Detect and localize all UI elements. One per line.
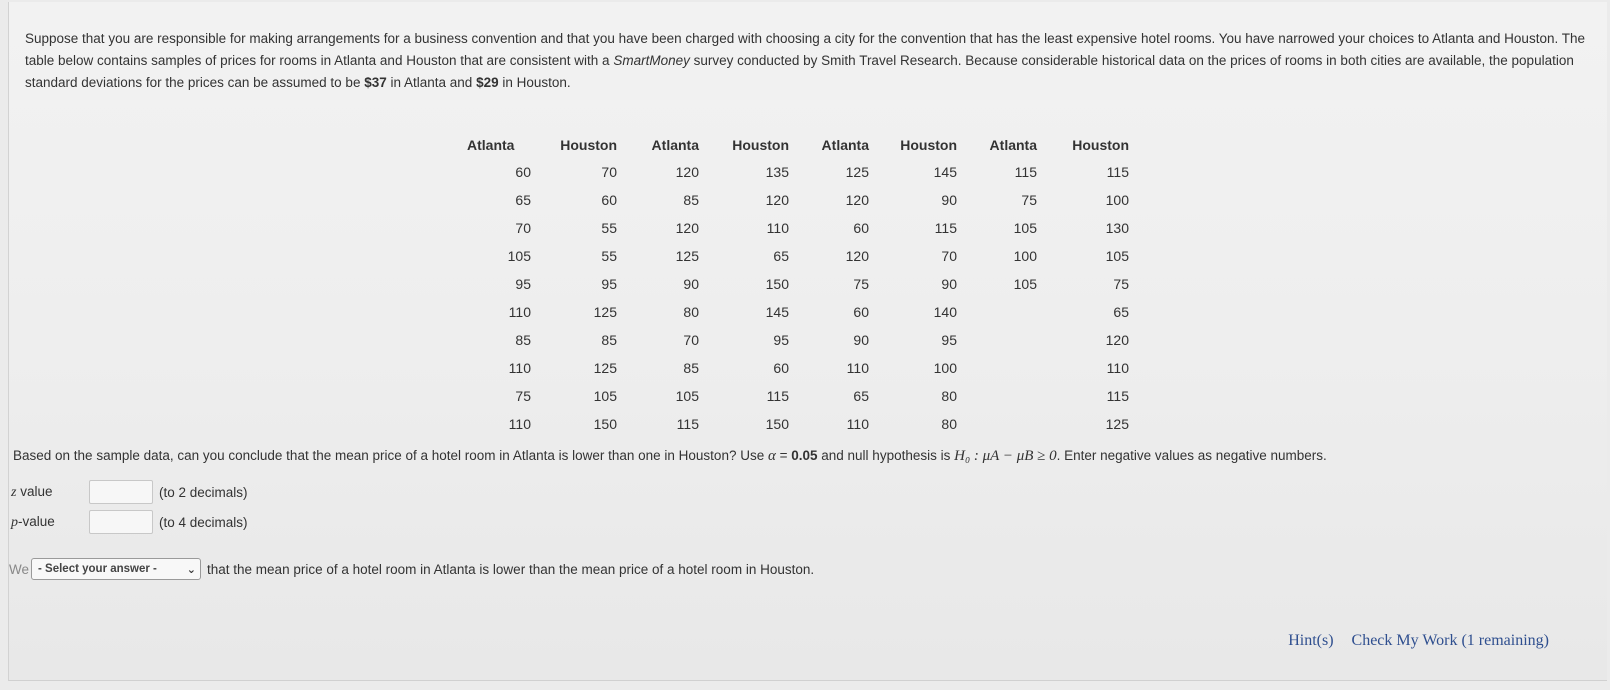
question-text-2: and null hypothesis is xyxy=(817,448,955,463)
table-cell xyxy=(957,326,1037,354)
table-cell: 80 xyxy=(683,304,699,320)
table-cell: 90 xyxy=(941,192,957,208)
table-cell: 100 xyxy=(933,360,957,376)
table-cell: 110 xyxy=(846,360,869,376)
table-cell: 140 xyxy=(933,304,957,320)
table-cell: 70 xyxy=(515,220,531,236)
table-cell: 100 xyxy=(1105,192,1129,208)
conclusion-select-value: - Select your answer - xyxy=(38,563,157,575)
table-cell: 120 xyxy=(675,220,699,236)
table-cell: 90 xyxy=(941,276,957,292)
price-table xyxy=(467,132,1129,438)
table-cell: 125 xyxy=(845,164,869,180)
table-cell: 60 xyxy=(853,304,869,320)
table-cell: 65 xyxy=(773,248,789,264)
table-cell: 105 xyxy=(675,388,699,404)
z-value-label xyxy=(11,484,89,501)
table-cell: 120 xyxy=(845,248,869,264)
question-text-3: . Enter negative values as negative numbers. xyxy=(1056,448,1327,463)
p-label-text: -value xyxy=(18,513,55,529)
table-cell: 80 xyxy=(941,388,957,404)
conclusion-row xyxy=(9,558,814,580)
table-cell: 105 xyxy=(593,388,617,404)
table-cell: 150 xyxy=(765,276,789,292)
table-cell: 130 xyxy=(1105,220,1129,236)
null-hypothesis: H₀ : μA − μB ≥ 0 xyxy=(954,448,1057,464)
table-row xyxy=(467,354,1129,382)
column-header: Atlanta xyxy=(989,137,1037,153)
intro-text-1: Suppose that you are responsible for making arrangements for a business convention and that you have been charged with choosing a city for the convention that has the least expensive hotel rooms. You have narrowed your choices to Atlanta and Houston. The table below contains samples of prices for rooms in Atlanta and Houston that are consistent with a xyxy=(25,31,1585,68)
conclusion-select[interactable] xyxy=(31,558,201,580)
intro-text-4: in Houston. xyxy=(498,75,571,90)
table-cell: 60 xyxy=(515,164,531,180)
table-cell: 95 xyxy=(941,332,957,348)
p-symbol: p xyxy=(11,514,18,530)
table-cell: 105 xyxy=(1013,276,1037,292)
p-value-input[interactable] xyxy=(89,510,153,534)
p-value-label xyxy=(11,514,89,531)
table-cell: 115 xyxy=(1106,388,1129,404)
table-cell: 95 xyxy=(773,332,789,348)
table-cell: 115 xyxy=(934,220,957,236)
z-value-input[interactable] xyxy=(89,480,153,504)
table-cell: 110 xyxy=(508,416,531,432)
table-cell xyxy=(957,354,1037,382)
sd-atlanta: $37 xyxy=(364,75,387,90)
table-cell: 115 xyxy=(1014,164,1037,180)
table-cell: 120 xyxy=(675,164,699,180)
alpha-equals: = xyxy=(775,448,792,463)
conclusion-text: that the mean price of a hotel room in Atlanta is lower than the mean price of a hotel room in Houston. xyxy=(207,561,815,577)
intro-text-3: in Atlanta and xyxy=(386,75,477,90)
table-cell: 55 xyxy=(601,220,617,236)
column-header: Houston xyxy=(1072,137,1129,153)
table-row xyxy=(467,298,1129,326)
intro-text-2: survey conducted by Smith Travel Research. Because considerable historical data on the prices of rooms in both cities are available, the population standard deviations for the prices can be assumed to be xyxy=(25,53,1574,90)
table-cell: 85 xyxy=(683,192,699,208)
table-cell: 145 xyxy=(765,304,789,320)
table-cell: 70 xyxy=(683,332,699,348)
table-row xyxy=(467,270,1129,298)
table-cell: 85 xyxy=(515,332,531,348)
table-row xyxy=(467,186,1129,214)
column-header: Houston xyxy=(732,137,789,153)
table-cell: 65 xyxy=(515,192,531,208)
table-row xyxy=(467,410,1129,438)
p-value-hint: (to 4 decimals) xyxy=(159,514,248,530)
table-cell: 60 xyxy=(853,220,869,236)
table-cell xyxy=(957,298,1037,326)
table-cell: 115 xyxy=(1106,164,1129,180)
table-cell: 135 xyxy=(765,164,789,180)
table-row xyxy=(467,326,1129,354)
table-cell: 105 xyxy=(1013,220,1037,236)
column-header: Houston xyxy=(560,137,617,153)
table-cell: 55 xyxy=(601,248,617,264)
column-header: Houston xyxy=(900,137,957,153)
column-header: Atlanta xyxy=(467,137,515,153)
column-header: Atlanta xyxy=(821,137,869,153)
table-cell: 110 xyxy=(1106,360,1129,376)
table-cell: 105 xyxy=(507,248,531,264)
table-cell: 145 xyxy=(933,164,957,180)
z-value-row xyxy=(11,479,248,505)
table-header-row xyxy=(467,132,1129,158)
table-cell: 80 xyxy=(941,416,957,432)
table-cell: 90 xyxy=(853,332,869,348)
table-cell: 85 xyxy=(683,360,699,376)
z-value-hint: (to 2 decimals) xyxy=(159,484,248,500)
table-cell: 65 xyxy=(853,388,869,404)
table-cell: 115 xyxy=(676,416,699,432)
z-symbol: z xyxy=(11,484,17,500)
question-text-1: Based on the sample data, can you conclude that the mean price of a hotel room in Atlanta is lower than one in Houston? Use xyxy=(13,448,768,463)
table-cell: 85 xyxy=(601,332,617,348)
alpha-symbol: α xyxy=(767,448,776,464)
check-my-work-link[interactable]: Check My Work (1 remaining) xyxy=(1351,632,1549,649)
table-cell xyxy=(957,382,1037,410)
table-cell: 95 xyxy=(601,276,617,292)
table-cell: 120 xyxy=(765,192,789,208)
table-body xyxy=(467,158,1129,438)
table-cell: 105 xyxy=(1105,248,1129,264)
table-cell: 75 xyxy=(1113,276,1129,292)
table-cell: 110 xyxy=(508,304,531,320)
table-cell: 120 xyxy=(1105,332,1129,348)
footer-links xyxy=(1288,632,1549,650)
table-cell: 110 xyxy=(766,220,789,236)
conclusion-we: We xyxy=(9,561,30,577)
question-page xyxy=(8,2,1607,681)
table-row xyxy=(467,382,1129,410)
table-cell: 75 xyxy=(1021,192,1037,208)
table-row xyxy=(467,242,1129,270)
column-header: Atlanta xyxy=(651,137,699,153)
table-cell: 65 xyxy=(1113,304,1129,320)
intro-emphasis: SmartMoney xyxy=(613,53,690,68)
table-row xyxy=(467,214,1129,242)
sd-houston: $29 xyxy=(476,75,499,90)
table-cell: 125 xyxy=(593,304,617,320)
table-cell: 125 xyxy=(1105,416,1129,432)
table-cell: 60 xyxy=(601,192,617,208)
alpha-value: 0.05 xyxy=(791,448,818,463)
question-text xyxy=(13,448,1593,465)
table-cell: 125 xyxy=(675,248,699,264)
z-label-text: value xyxy=(16,483,53,499)
table-cell: 110 xyxy=(508,360,531,376)
table-cell: 100 xyxy=(1013,248,1037,264)
table-cell: 115 xyxy=(766,388,789,404)
table-cell: 150 xyxy=(593,416,617,432)
table-cell: 75 xyxy=(515,388,531,404)
table-cell: 150 xyxy=(765,416,789,432)
table-cell: 125 xyxy=(593,360,617,376)
problem-intro xyxy=(25,28,1585,94)
table-cell: 110 xyxy=(846,416,869,432)
table-cell: 70 xyxy=(941,248,957,264)
table-cell: 70 xyxy=(601,164,617,180)
table-cell: 90 xyxy=(683,276,699,292)
table-cell: 60 xyxy=(773,360,789,376)
table-cell: 95 xyxy=(515,276,531,292)
chevron-down-icon: ⌄ xyxy=(186,563,197,576)
hints-link[interactable]: Hint(s) xyxy=(1288,632,1334,649)
table-row xyxy=(467,158,1129,186)
table-cell: 120 xyxy=(845,192,869,208)
p-value-row xyxy=(11,509,248,535)
table-cell xyxy=(957,410,1037,438)
table-cell: 75 xyxy=(853,276,869,292)
